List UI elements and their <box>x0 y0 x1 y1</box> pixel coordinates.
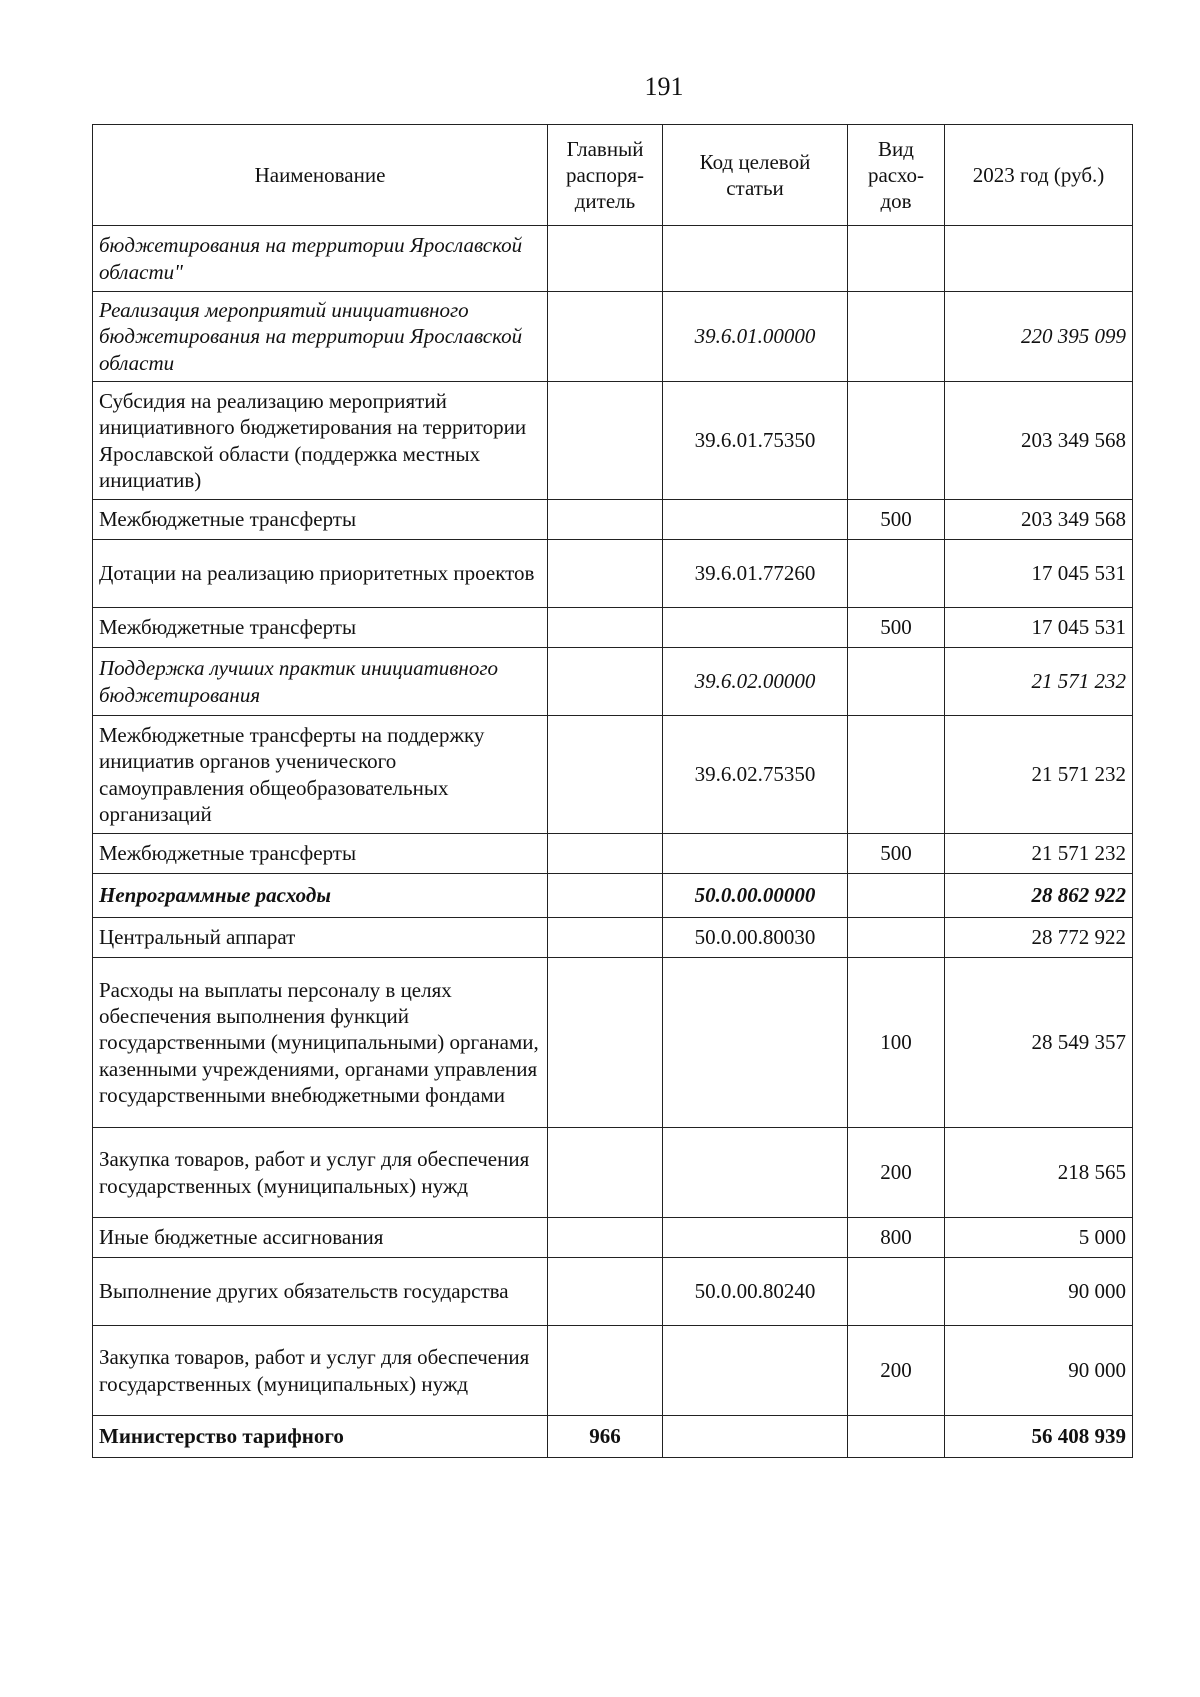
row-expense-type-cell: 200 <box>848 1128 945 1218</box>
row-target-code-cell: 50.0.00.80030 <box>663 918 848 958</box>
row-target-code-cell: 39.6.02.00000 <box>663 648 848 716</box>
table-row <box>93 1416 1133 1458</box>
row-name-cell: Межбюджетные трансферты на поддержку инициатив органов ученического самоуправления общеобразовательных организаций <box>93 716 548 834</box>
row-chief-manager-cell <box>548 608 663 648</box>
row-chief-manager-cell <box>548 958 663 1128</box>
row-chief-manager-cell <box>548 918 663 958</box>
row-target-code-cell <box>663 1326 848 1416</box>
row-target-code-cell: 50.0.00.00000 <box>663 874 848 918</box>
row-expense-type-cell <box>848 918 945 958</box>
row-sum-cell: 5 000 <box>945 1218 1133 1258</box>
row-target-code-cell <box>663 834 848 874</box>
row-chief-manager-cell <box>548 874 663 918</box>
row-target-code-cell <box>663 608 848 648</box>
row-name-cell: Межбюджетные трансферты <box>93 834 548 874</box>
row-sum-cell: 21 571 232 <box>945 834 1133 874</box>
row-chief-manager-cell <box>548 834 663 874</box>
row-sum-cell: 203 349 568 <box>945 382 1133 500</box>
row-chief-manager-cell <box>548 716 663 834</box>
row-chief-manager-cell <box>548 648 663 716</box>
row-target-code-cell <box>663 226 848 292</box>
row-target-code-cell: 50.0.00.80240 <box>663 1258 848 1326</box>
row-name-cell: Центральный аппарат <box>93 918 548 958</box>
row-name-cell: Поддержка лучших практик инициативного бюджетирования <box>93 648 548 716</box>
table-row <box>93 500 1133 540</box>
header-name: Наименование <box>93 125 548 226</box>
row-sum-cell: 17 045 531 <box>945 540 1133 608</box>
row-chief-manager-cell <box>548 1326 663 1416</box>
row-sum-cell: 21 571 232 <box>945 716 1133 834</box>
row-expense-type-cell <box>848 226 945 292</box>
row-name-cell: Иные бюджетные ассигнования <box>93 1218 548 1258</box>
row-target-code-cell <box>663 1218 848 1258</box>
header-expense-type: Вид расхо-дов <box>848 125 945 226</box>
row-sum-cell: 90 000 <box>945 1258 1133 1326</box>
row-name-cell: Выполнение других обязательств государства <box>93 1258 548 1326</box>
row-chief-manager-cell: 966 <box>548 1416 663 1458</box>
row-sum-cell: 28 772 922 <box>945 918 1133 958</box>
row-name-cell: Расходы на выплаты персоналу в целях обеспечения выполнения функций государственными (муниципальными) органами, казенными учреждениями, органами управления государственными внебюджетными фондами <box>93 958 548 1128</box>
table-row <box>93 958 1133 1128</box>
row-sum-cell: 21 571 232 <box>945 648 1133 716</box>
table-row <box>93 1128 1133 1218</box>
row-name-cell: бюджетирования на территории Ярославской области" <box>93 226 548 292</box>
row-expense-type-cell <box>848 382 945 500</box>
row-target-code-cell: 39.6.01.77260 <box>663 540 848 608</box>
row-expense-type-cell: 500 <box>848 608 945 648</box>
row-sum-cell: 56 408 939 <box>945 1416 1133 1458</box>
row-target-code-cell <box>663 1416 848 1458</box>
row-chief-manager-cell <box>548 1218 663 1258</box>
table-row <box>93 226 1133 292</box>
budget-table <box>92 124 1133 1458</box>
row-name-cell: Закупка товаров, работ и услуг для обеспечения государственных (муниципальных) нужд <box>93 1326 548 1416</box>
table-row <box>93 874 1133 918</box>
row-expense-type-cell: 200 <box>848 1326 945 1416</box>
row-expense-type-cell <box>848 648 945 716</box>
row-sum-cell: 220 395 099 <box>945 292 1133 382</box>
row-chief-manager-cell <box>548 500 663 540</box>
row-expense-type-cell <box>848 1258 945 1326</box>
row-target-code-cell <box>663 1128 848 1218</box>
row-target-code-cell <box>663 500 848 540</box>
row-expense-type-cell: 800 <box>848 1218 945 1258</box>
row-expense-type-cell: 500 <box>848 834 945 874</box>
row-expense-type-cell: 100 <box>848 958 945 1128</box>
table-row <box>93 1326 1133 1416</box>
row-chief-manager-cell <box>548 1128 663 1218</box>
header-year-sum: 2023 год (руб.) <box>945 125 1133 226</box>
row-chief-manager-cell <box>548 226 663 292</box>
row-expense-type-cell <box>848 292 945 382</box>
row-name-cell: Межбюджетные трансферты <box>93 500 548 540</box>
row-target-code-cell: 39.6.02.75350 <box>663 716 848 834</box>
table-row <box>93 716 1133 834</box>
table-body <box>93 226 1133 1458</box>
row-sum-cell: 17 045 531 <box>945 608 1133 648</box>
row-expense-type-cell <box>848 540 945 608</box>
table-row <box>93 292 1133 382</box>
row-expense-type-cell <box>848 716 945 834</box>
row-expense-type-cell: 500 <box>848 500 945 540</box>
row-name-cell: Министерство тарифного <box>93 1416 548 1458</box>
row-name-cell: Реализация мероприятий инициативного бюджетирования на территории Ярославской области <box>93 292 548 382</box>
header-chief-manager: Главный распоря-дитель <box>548 125 663 226</box>
table-row <box>93 608 1133 648</box>
row-chief-manager-cell <box>548 540 663 608</box>
row-expense-type-cell <box>848 874 945 918</box>
row-target-code-cell: 39.6.01.00000 <box>663 292 848 382</box>
header-target-code: Код целевой статьи <box>663 125 848 226</box>
row-name-cell: Непрограммные расходы <box>93 874 548 918</box>
table-row <box>93 648 1133 716</box>
page-number: 191 <box>644 72 684 101</box>
row-target-code-cell <box>663 958 848 1128</box>
table-row <box>93 834 1133 874</box>
row-expense-type-cell <box>848 1416 945 1458</box>
row-target-code-cell: 39.6.01.75350 <box>663 382 848 500</box>
table-header-row <box>93 125 1133 226</box>
row-name-cell: Межбюджетные трансферты <box>93 608 548 648</box>
row-sum-cell: 203 349 568 <box>945 500 1133 540</box>
row-sum-cell: 90 000 <box>945 1326 1133 1416</box>
row-sum-cell: 218 565 <box>945 1128 1133 1218</box>
row-chief-manager-cell <box>548 382 663 500</box>
table-row <box>93 1258 1133 1326</box>
row-sum-cell <box>945 226 1133 292</box>
table-row <box>93 918 1133 958</box>
table-row <box>93 1218 1133 1258</box>
row-name-cell: Дотации на реализацию приоритетных проектов <box>93 540 548 608</box>
row-sum-cell: 28 549 357 <box>945 958 1133 1128</box>
row-name-cell: Закупка товаров, работ и услуг для обеспечения государственных (муниципальных) нужд <box>93 1128 548 1218</box>
row-name-cell: Субсидия на реализацию мероприятий инициативного бюджетирования на территории Ярославской области (поддержка местных инициатив) <box>93 382 548 500</box>
table-row <box>93 540 1133 608</box>
row-sum-cell: 28 862 922 <box>945 874 1133 918</box>
row-chief-manager-cell <box>548 292 663 382</box>
row-chief-manager-cell <box>548 1258 663 1326</box>
table-row <box>93 382 1133 500</box>
